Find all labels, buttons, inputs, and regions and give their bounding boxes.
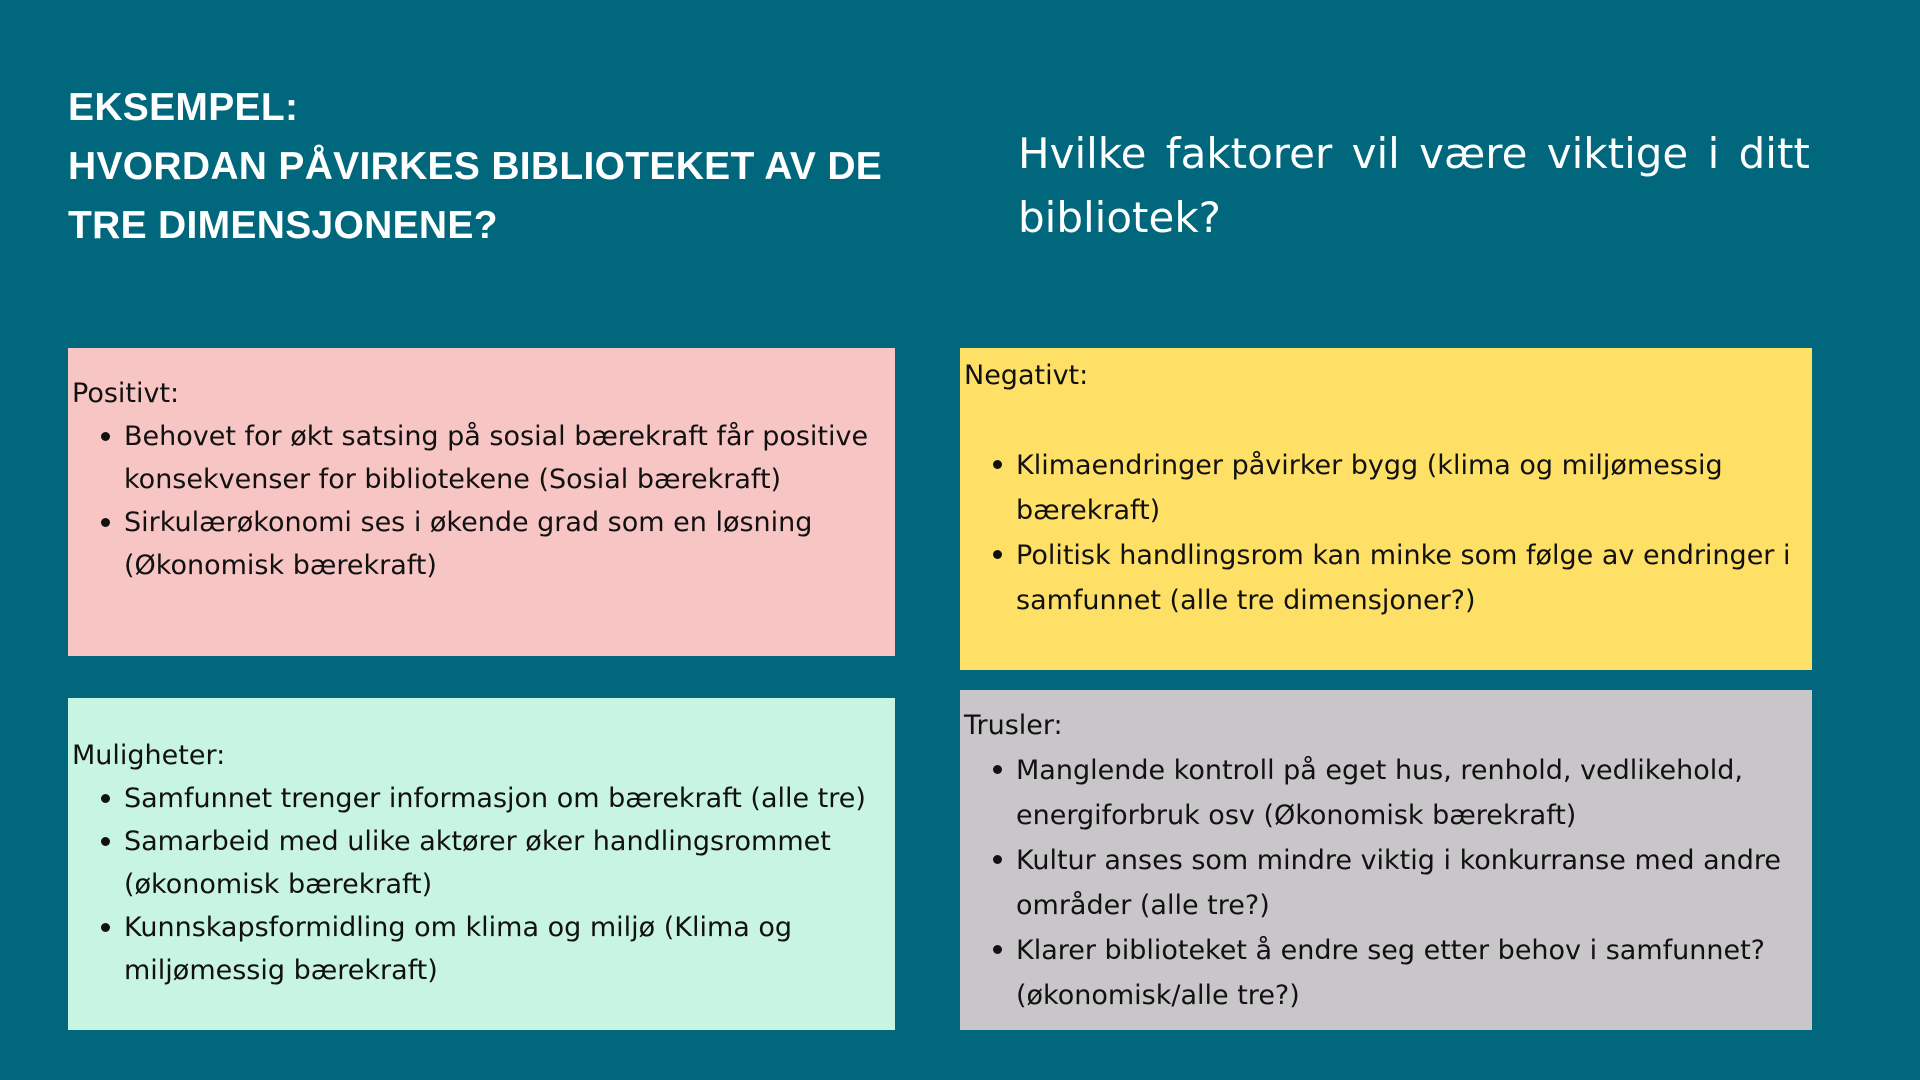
list-item: Kultur anses som mindre viktig i konkurranse med andre områder (alle tre?) — [960, 838, 1812, 928]
question-text: Hvilke faktorer vil være viktige i ditt bibliotek? — [1018, 129, 1810, 242]
list-item: Klimaendringer påvirker bygg (klima og miljømessig bærekraft) — [960, 443, 1812, 533]
list-item: Klarer biblioteket å endre seg etter behov i samfunnet? (økonomisk/alle tre?) — [960, 928, 1812, 1018]
threats-list — [960, 748, 1812, 1018]
list-item: Samarbeid med ulike aktører øker handlingsrommet (økonomisk bærekraft) — [68, 820, 895, 906]
opportunities-list — [68, 777, 895, 992]
negative-box — [960, 348, 1812, 670]
list-item: Samfunnet trenger informasjon om bærekraft (alle tre) — [68, 777, 895, 820]
list-item: Politisk handlingsrom kan minke som følge av endringer i samfunnet (alle tre dimensjoner?) — [960, 533, 1812, 623]
title-line-1: EKSEMPEL: — [68, 86, 299, 129]
list-item: Manglende kontroll på eget hus, renhold, vedlikehold, energiforbruk osv (Økonomisk bærekraft) — [960, 748, 1812, 838]
opportunities-box — [68, 698, 895, 1030]
list-item: Kunnskapsformidling om klima og miljø (Klima og miljømessig bærekraft) — [68, 906, 895, 992]
opportunities-heading: Muligheter: — [72, 740, 226, 771]
positive-box — [68, 348, 895, 656]
negative-heading: Negativt: — [964, 360, 1089, 391]
list-item: Behovet for økt satsing på sosial bærekraft får positive konsekvenser for bibliotekene (Sosial bærekraft) — [68, 415, 895, 501]
negative-list — [960, 443, 1812, 623]
positive-list — [68, 415, 895, 587]
threats-box — [960, 690, 1812, 1030]
title-line-2: HVORDAN PÅVIRKES BIBLIOTEKET AV DE — [68, 145, 883, 188]
positive-heading: Positivt: — [72, 378, 180, 409]
title-line-3: TRE DIMENSJONENE? — [68, 204, 498, 247]
list-item: Sirkulærøkonomi ses i økende grad som en løsning (Økonomisk bærekraft) — [68, 501, 895, 587]
threats-heading: Trusler: — [964, 710, 1063, 741]
slide-title — [68, 78, 908, 255]
